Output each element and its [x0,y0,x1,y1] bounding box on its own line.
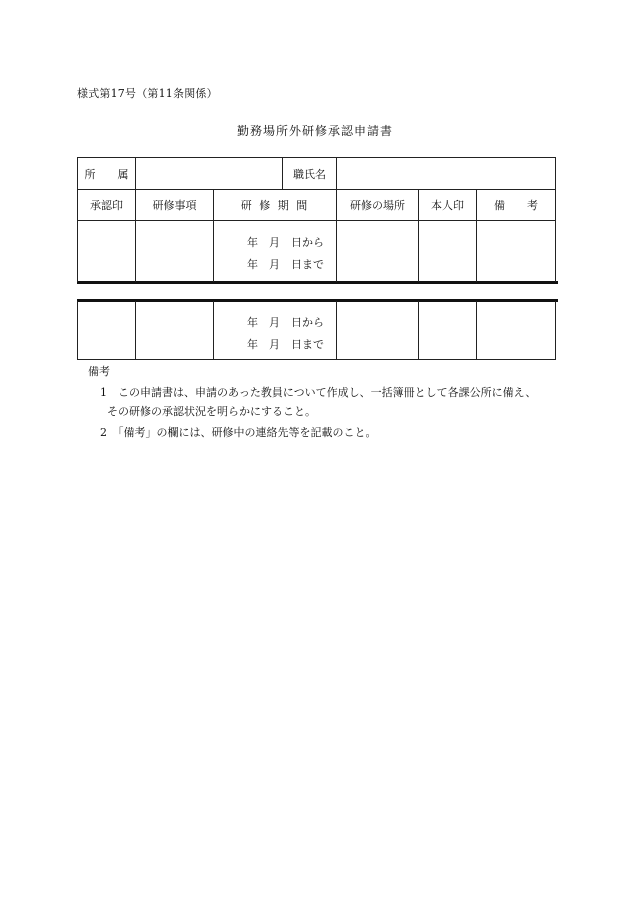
affiliation-field[interactable] [136,158,282,189]
period-to: 年 月 日まで [247,338,324,351]
col-personal-stamp: 本人印 [431,199,464,212]
form-number: 様式第17号（第11条関係） [77,87,218,100]
name-field[interactable] [337,158,555,189]
table-divider-v [418,301,419,360]
notes-title: 備考 [88,365,110,378]
col-remarks: 備 考 [494,199,538,212]
note-1-line-1: 1 この申請書は、申請のあった教員について作成し、一括簿冊として各課公所に備え、 [100,386,537,399]
affiliation-label: 所 属 [84,167,129,181]
table-border-right [555,157,556,282]
col-training-item: 研修事項 [152,199,197,212]
note-1-line-2: その研修の承認状況を明らかにすること。 [107,405,316,418]
table-divider-v [476,301,477,360]
note-2: 2 「備考」の欄には、研修中の連絡先等を記載のこと。 [100,426,377,439]
col-approval-stamp: 承認印 [90,199,123,212]
period-from: 年 月 日から [247,316,324,329]
table-break-line [77,281,558,284]
period-from: 年 月 日から [247,236,324,249]
table-border-right [555,301,556,360]
table-border-left [77,301,78,360]
table-divider-v [336,301,337,360]
table-divider [77,220,556,221]
table-divider-v [135,301,136,360]
period-to: 年 月 日まで [247,258,324,271]
table-divider-v [213,301,214,360]
col-training-place: 研修の場所 [350,199,405,212]
table-border-bottom [77,359,556,360]
document-title: 勤務場所外研修承認申請書 [236,124,393,138]
col-training-period: 研 修 期 間 [240,199,310,212]
table-break-line [77,299,558,302]
name-label: 職氏名 [293,167,326,181]
